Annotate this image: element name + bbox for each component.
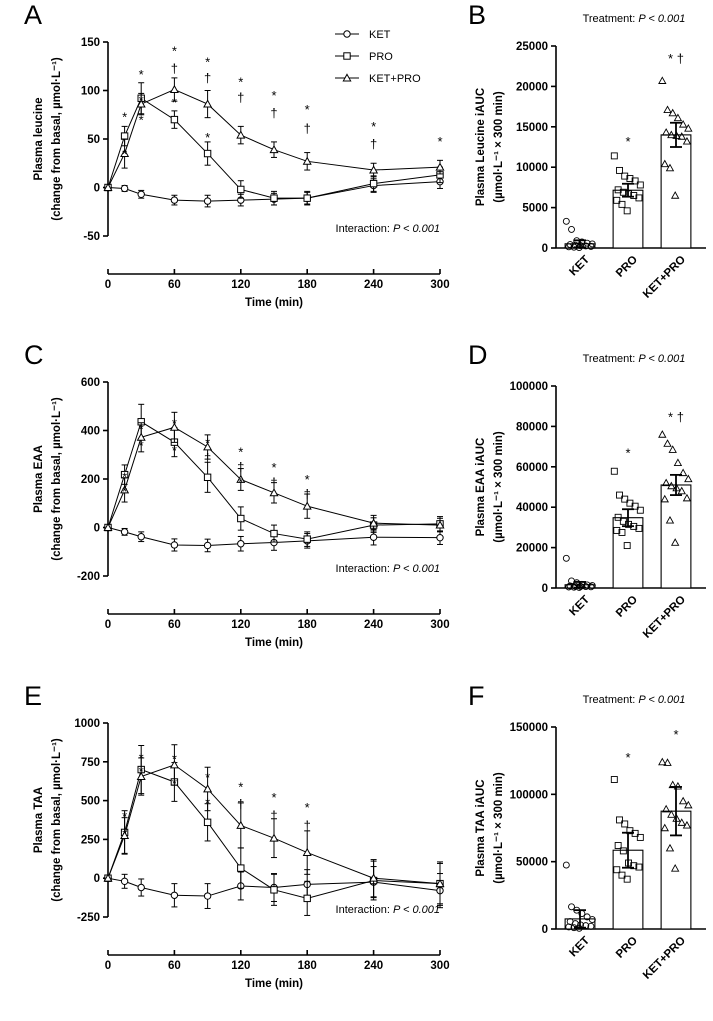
y-axis-title-group [33, 738, 63, 902]
significance-marker: † [203, 450, 212, 466]
significance-marker: * [437, 133, 443, 149]
data-point-square [304, 895, 310, 901]
y-axis-title-group [475, 88, 505, 206]
x-tick-label: 240 [364, 279, 384, 291]
scatter-point-triangle [680, 121, 687, 127]
data-point-circle [138, 534, 144, 540]
y-tick-label: 80000 [516, 421, 548, 434]
significance-markers [625, 409, 683, 460]
category-label-PRO: PRO [614, 934, 641, 961]
significance-marker: * [171, 751, 177, 767]
significance-marker: * † [668, 50, 684, 66]
panel-e-letter: E [24, 681, 43, 711]
scatter-point-square [611, 153, 617, 159]
y-axis-title-line2: (change from basal, µmol·L⁻¹) [51, 397, 63, 561]
legend-item-KET+PRO [335, 73, 421, 85]
panel-c-letter: C [24, 340, 44, 370]
data-point-square [238, 186, 244, 192]
x-tick-label: 0 [104, 960, 112, 972]
y-tick-label: 10000 [516, 162, 548, 175]
y-axis-title-line1: Plasma Leucine iAUC [475, 87, 487, 207]
scatter-point-triangle [659, 77, 666, 83]
data-point-circle [138, 191, 144, 197]
data-point-circle [171, 197, 177, 203]
significance-marker: * [238, 779, 244, 795]
significance-marker: * [271, 88, 277, 104]
x-tick-label: 0 [104, 279, 112, 291]
panel-d [460, 340, 713, 680]
data-point-square [271, 195, 277, 201]
treatment-note: Treatment: P < 0.001 [582, 13, 686, 25]
interaction-note: Interaction: P < 0.001 [335, 904, 440, 916]
data-point-square [304, 195, 310, 201]
significance-marker: * [304, 800, 310, 816]
y-tick-label: 1000 [74, 718, 100, 730]
x-tick-label: 240 [364, 619, 384, 631]
y-tick-label: 100000 [509, 789, 548, 802]
bar-group-KET+PRO [661, 135, 691, 248]
data-point-square [121, 133, 127, 139]
y-tick-label: 100000 [509, 381, 548, 393]
category-label-KET: KET [567, 253, 593, 279]
data-point-square [271, 530, 277, 536]
significance-marker: † [303, 818, 311, 834]
y-tick-label: 150000 [509, 722, 548, 734]
data-point-square [204, 819, 210, 825]
data-point-circle [171, 892, 177, 898]
data-point-triangle [270, 146, 277, 153]
y-tick-label: 0 [541, 583, 548, 595]
legend-item-KET [335, 29, 391, 41]
category-label-PRO: PRO [614, 593, 641, 620]
x-tick-label: 180 [297, 960, 317, 972]
legend-label: PRO [369, 51, 393, 63]
data-point-triangle [171, 86, 178, 93]
y-axis-title-line2: (µmol·L⁻¹ × 300 min) [493, 772, 505, 884]
panel-b-plot [460, 0, 713, 340]
y-tick-label: 250 [80, 834, 100, 847]
scatter-point-circle [563, 555, 569, 561]
y-axis [77, 377, 108, 583]
y-tick-label: 0 [541, 924, 548, 936]
significance-marker: * [138, 93, 144, 109]
x-tick-label: 0 [104, 619, 112, 631]
data-point-circle [204, 542, 210, 548]
category-label-KET+PRO: KET+PRO [640, 934, 689, 982]
y-tick-label: -50 [83, 231, 100, 243]
plot-area-F [475, 694, 706, 982]
significance-marker: * [205, 435, 211, 451]
data-point-circle [121, 878, 127, 884]
y-axis [74, 718, 108, 924]
plot-area-C [33, 377, 450, 649]
y-tick-label: 750 [80, 756, 100, 769]
y-axis-title-line1: Plasma leucine [33, 97, 45, 181]
y-tick-label: 60000 [516, 461, 548, 474]
significance-marker: * [122, 483, 128, 499]
y-tick-label: 0 [93, 873, 100, 886]
data-point-square [271, 887, 277, 893]
data-point-square [238, 515, 244, 521]
data-point-circle [370, 534, 376, 540]
x-axis-title: Time (min) [245, 978, 303, 990]
legend-label: KET+PRO [369, 73, 421, 85]
x-tick-label: 60 [168, 279, 181, 291]
significance-marker: * [238, 74, 244, 90]
panel-e [0, 681, 460, 1021]
y-tick-label: 40000 [516, 502, 548, 515]
significance-marker: † [270, 474, 278, 490]
x-tick-label: 60 [168, 960, 181, 972]
y-axis [510, 381, 556, 595]
significance-marker: * [171, 416, 177, 432]
y-axis-title-line2: (µmol·L⁻¹ × 300 min) [493, 431, 505, 543]
x-tick-label: 120 [231, 279, 251, 291]
y-tick-label: 5000 [522, 202, 548, 215]
significance-marker: * [205, 795, 211, 811]
panel-f-letter: F [468, 681, 485, 711]
scatter-point-triangle [663, 129, 670, 135]
x-axis-title: Time (min) [245, 637, 303, 649]
significance-marker: † [270, 808, 278, 823]
data-point-triangle [270, 834, 277, 841]
y-tick-label: 100 [80, 85, 100, 98]
data-point-circle [204, 893, 210, 899]
y-axis-title-line1: Plasma EAA [33, 445, 45, 513]
x-tick-label: 300 [430, 279, 450, 291]
significance-marker: † [170, 61, 179, 77]
y-axis-title-line2: (change from basal, µmol·L⁻¹) [51, 57, 63, 221]
y-tick-label: 20000 [516, 81, 548, 94]
data-point-square [370, 180, 376, 186]
data-point-triangle [204, 100, 211, 107]
scatter-point-square [611, 468, 617, 474]
plot-area-E [33, 718, 450, 990]
panel-e-plot [0, 681, 460, 1021]
scatter-point-circle [569, 226, 575, 232]
category-label-KET: KET [567, 934, 593, 960]
treatment-note: Treatment: P < 0.001 [582, 353, 686, 365]
plot-area-D [475, 353, 706, 641]
figure-row-3 [0, 681, 713, 1021]
significance-marker: * † [668, 409, 684, 425]
treatment-note: Treatment: P < 0.001 [582, 694, 686, 706]
data-point-circle [138, 884, 144, 890]
significance-marker: * [171, 94, 177, 110]
y-tick-label: 500 [80, 795, 100, 808]
significance-marker: * [171, 776, 177, 792]
panel-a-plot [0, 0, 460, 340]
data-point-circle [238, 541, 244, 547]
significance-marker: † [237, 90, 245, 106]
x-axis [105, 950, 450, 990]
category-labels [567, 254, 688, 301]
significance-marker: * [271, 460, 277, 476]
y-axis-title-line1: Plasma TAA iAUC [475, 779, 487, 877]
plot-area-A [33, 29, 450, 309]
scatter-point-square [611, 777, 617, 783]
y-tick-label: -200 [76, 571, 100, 583]
x-axis [105, 609, 450, 649]
scatter-point-triangle [680, 798, 687, 804]
significance-marker: * [138, 421, 144, 437]
x-tick-label: 120 [231, 619, 251, 631]
category-label-KET+PRO: KET+PRO [640, 253, 689, 301]
data-point-circle [121, 529, 127, 535]
y-axis-title-group [475, 772, 505, 884]
y-tick-label: 150 [80, 37, 100, 49]
significance-marker: * [238, 474, 244, 490]
x-axis [105, 269, 450, 309]
scatter-point-triangle [685, 475, 692, 481]
data-point-triangle [270, 489, 277, 496]
data-point-triangle [304, 158, 311, 165]
y-tick-label: 0 [93, 182, 100, 195]
scatter-point-triangle [664, 440, 671, 446]
y-axis-title-line2: (µmol·L⁻¹ × 300 min) [493, 91, 505, 203]
panel-d-letter: D [468, 340, 488, 370]
x-tick-label: 60 [168, 619, 181, 631]
x-tick-label: 180 [297, 279, 317, 291]
legend-marker-circle [344, 31, 350, 37]
significance-marker: * [122, 826, 128, 842]
data-point-square [204, 150, 210, 156]
significance-marker: † [237, 459, 245, 475]
bar-group-PRO [613, 518, 643, 588]
significance-markers [122, 751, 311, 842]
significance-marker: * [205, 54, 211, 70]
category-labels [567, 594, 688, 641]
significance-marker: * [138, 437, 144, 453]
scatter-point-triangle [669, 446, 676, 452]
y-axis-title-line2: (change from basal, µmol·L⁻¹) [51, 738, 63, 902]
y-axis-title-group [33, 397, 63, 561]
y-axis [516, 41, 556, 255]
significance-markers [122, 44, 442, 162]
panel-f [460, 681, 713, 1021]
x-axis-title: Time (min) [245, 297, 303, 309]
interaction-note: Interaction: P < 0.001 [335, 563, 440, 575]
legend-marker-square [344, 53, 350, 59]
scatter-point-triangle [659, 431, 666, 437]
scatter-point-square [617, 167, 623, 173]
significance-marker: † [237, 796, 245, 812]
panel-b-letter: B [468, 0, 487, 30]
category-label-KET+PRO: KET+PRO [640, 593, 689, 641]
y-tick-label: -250 [76, 912, 100, 924]
significance-marker: * [625, 134, 631, 150]
y-tick-label: 20000 [516, 542, 548, 555]
significance-marker: † [303, 121, 311, 137]
panel-c [0, 340, 460, 680]
data-point-square [171, 116, 177, 122]
scatter-point-triangle [674, 459, 681, 465]
data-point-circle [437, 534, 443, 540]
category-label-KET: KET [567, 593, 593, 619]
x-tick-label: 240 [364, 960, 384, 972]
significance-marker: * [625, 750, 631, 766]
significance-marker: * [625, 445, 631, 461]
scatter-point-triangle [664, 106, 671, 112]
data-point-triangle [304, 502, 311, 509]
significance-marker: * [304, 101, 310, 117]
significance-marker: * [271, 790, 277, 806]
significance-marker: * [171, 43, 177, 59]
y-axis-title-line1: Plasma TAA [33, 786, 45, 854]
series-line [108, 90, 443, 188]
x-tick-label: 180 [297, 619, 317, 631]
legend-label: KET [369, 29, 391, 41]
y-tick-label: 50 [87, 134, 100, 146]
significance-marker: * [138, 66, 144, 82]
significance-marker: † [203, 70, 212, 86]
scatter-point-circle [563, 218, 569, 224]
panel-a [0, 0, 460, 340]
data-point-triangle [304, 849, 311, 856]
bar [661, 135, 691, 248]
y-axis [81, 37, 108, 243]
significance-marker: † [303, 486, 311, 502]
y-axis-title-group [475, 431, 505, 543]
x-tick-label: 300 [430, 619, 450, 631]
panel-b [460, 0, 713, 340]
panel-f-plot [460, 681, 713, 1021]
legend [335, 29, 421, 85]
significance-marker: * [122, 469, 128, 485]
y-tick-label: 15000 [516, 121, 548, 134]
data-point-square [204, 474, 210, 480]
significance-marker: * [673, 727, 679, 743]
significance-marker: * [122, 109, 128, 125]
significance-marker: † [270, 105, 278, 121]
significance-marker: * [122, 146, 128, 162]
significance-markers [625, 727, 678, 765]
figure-row-1 [0, 0, 713, 340]
bar-group-PRO [613, 190, 643, 248]
bar [613, 190, 643, 248]
data-point-triangle [204, 785, 211, 792]
significance-marker: * [122, 808, 128, 824]
significance-marker: * [171, 442, 177, 458]
legend-item-PRO [335, 51, 393, 63]
y-tick-label: 25000 [516, 41, 548, 53]
category-label-PRO: PRO [614, 253, 641, 280]
significance-marker: * [205, 769, 211, 785]
y-tick-label: 400 [80, 425, 100, 438]
significance-marker: * [304, 471, 310, 487]
scatter-point-circle [563, 862, 569, 868]
category-labels [567, 935, 688, 982]
x-tick-label: 120 [231, 960, 251, 972]
significance-marker: * [138, 763, 144, 779]
bar [613, 518, 643, 588]
interaction-note: Interaction: P < 0.001 [335, 223, 440, 235]
x-tick-label: 300 [430, 960, 450, 972]
data-point-square [238, 865, 244, 871]
data-point-circle [204, 198, 210, 204]
significance-marker: * [238, 444, 244, 460]
panel-c-plot [0, 340, 460, 680]
significance-marker: † [369, 136, 378, 152]
panel-a-letter: A [24, 0, 43, 30]
significance-marker: * [138, 750, 144, 766]
y-tick-label: 200 [80, 474, 100, 486]
data-point-circle [121, 185, 127, 191]
y-axis-title-group [33, 57, 63, 221]
data-point-circle [171, 542, 177, 548]
significance-marker: * [205, 129, 211, 145]
y-tick-label: 0 [541, 243, 548, 255]
y-axis-title-line1: Plasma EAA iAUC [475, 437, 487, 537]
panel-d-plot [460, 340, 713, 680]
figure-row-2 [0, 340, 713, 680]
plot-area-B [475, 13, 706, 301]
significance-marker: * [371, 119, 377, 135]
y-tick-label: 50000 [516, 856, 548, 869]
y-tick-label: 0 [93, 522, 100, 535]
y-tick-label: 600 [80, 377, 100, 389]
y-axis [510, 722, 556, 936]
data-point-square [304, 536, 310, 542]
significance-marker: * [138, 112, 144, 128]
